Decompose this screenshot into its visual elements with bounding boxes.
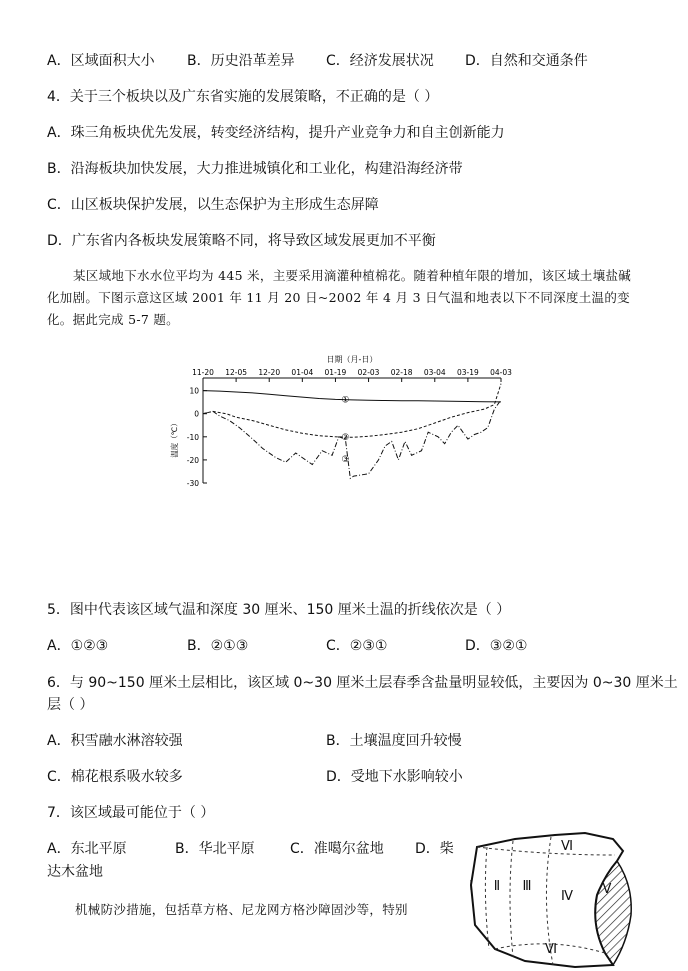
q5-option-a: A．①②③ — [47, 638, 109, 654]
x-tick-label: 11-20 — [192, 368, 214, 377]
q7-option-d-continued: 达木盆地 — [47, 864, 103, 880]
q5-question: 5．图中代表该区域气温和深度 30 厘米、150 厘米土温的折线依次是（ ） — [47, 602, 511, 618]
passage-text: 某区域地下水水位平均为 445 米，主要采用滴灌种植棉花。随着种植年限的增加，该区域土壤盐碱化加剧。下图示意这区域 2001 年 11 月 20 日~2002 年 4 月 3 日气温和地表以下不同深度土温的变化。据此完成 5-7 题。 — [47, 268, 632, 327]
q7-question: 7．该区域最可能位于（ ） — [47, 805, 215, 821]
series-label-1: ① — [341, 395, 350, 406]
region-map — [455, 825, 645, 971]
y-tick-label: 0 — [194, 409, 199, 419]
temperature-chart — [165, 350, 525, 500]
q6-question-line1: 6．与 90~150 厘米土层相比，该区域 0~30 厘米土层春季含盐量明显较低，主要因为 0~30 厘米土 — [47, 675, 678, 691]
q6-question-line2: 层（ ） — [47, 697, 94, 713]
zone-label-3: Ⅲ — [522, 879, 532, 894]
q5-option-d: D．③②① — [465, 638, 528, 654]
q4-option-c: C．山区板块保护发展，以生态保护为主形成生态屏障 — [47, 197, 379, 213]
q6-option-d: D．受地下水影响较小 — [326, 769, 463, 785]
zone-boundary-4 — [477, 847, 615, 855]
zone-boundary-1 — [485, 847, 489, 949]
y-tick-label: -20 — [186, 455, 199, 465]
series-label-2: ② — [341, 432, 350, 443]
y-tick-label: -30 — [186, 479, 199, 488]
q5-option-c: C．②③① — [326, 638, 388, 654]
zone-label-2: Ⅱ — [493, 879, 501, 894]
zone-boundary-2 — [510, 841, 513, 957]
x-tick-label: 02-18 — [390, 368, 413, 377]
y-axis-label: 温度（℃） — [170, 419, 179, 458]
x-tick-label: 01-19 — [324, 368, 347, 377]
zone-label-5: Ⅴ — [602, 882, 612, 897]
zone-label-6-bottom: Ⅵ — [545, 942, 557, 957]
x-tick-label: 02-03 — [357, 368, 380, 377]
hatched-zone — [595, 861, 631, 965]
x-tick-label: 12-20 — [258, 368, 281, 377]
q7-option-c: C．准噶尔盆地 — [290, 841, 384, 857]
x-tick-label: 01-04 — [291, 368, 314, 377]
q4-option-b: B．沿海板块加快发展，大力推进城镇化和工业化，构建沿海经济带 — [47, 161, 463, 177]
q4-option-a: A．珠三角板块优先发展，转变经济结构，提升产业竞争力和自主创新能力 — [47, 125, 505, 141]
q7-option-b: B．华北平原 — [175, 841, 255, 857]
q6-option-b: B．土壤温度回升较慢 — [326, 733, 462, 749]
x-tick-label: 03-04 — [423, 368, 446, 377]
y-tick-label: -10 — [186, 432, 199, 442]
q4-option-d: D．广东省内各板块发展策略不同，将导致区域发展更加不平衡 — [47, 233, 436, 249]
q3-option-b: B．历史沿革差异 — [187, 53, 295, 69]
q4-question: 4．关于三个板块以及广东省实施的发展策略，不正确的是（ ） — [47, 89, 439, 105]
x-tick-label: 03-19 — [456, 368, 479, 377]
q6-option-c: C．棉花根系吸水较多 — [47, 769, 183, 785]
zone-label-6-top: Ⅵ — [561, 839, 573, 854]
x-tick-label: 12-05 — [225, 368, 248, 377]
series-line-1 — [203, 391, 501, 402]
q3-option-d: D．自然和交通条件 — [465, 53, 588, 69]
chart-title: 日期（月-日） — [326, 355, 378, 364]
q7-option-a: A．东北平原 — [47, 841, 127, 857]
q3-option-c: C．经济发展状况 — [326, 53, 434, 69]
next-passage-text: 机械防沙措施，包括草方格、尼龙网方格沙障固沙等，特别 — [75, 902, 408, 917]
series-line-3 — [203, 400, 501, 479]
zone-label-1: Ⅰ — [469, 879, 473, 894]
q3-option-a: A．区域面积大小 — [47, 53, 155, 69]
q6-option-a: A．积雪融水淋溶较强 — [47, 733, 183, 749]
q5-option-b: B．②①③ — [187, 638, 249, 654]
zone-label-4: Ⅳ — [561, 889, 573, 904]
series-label-3: ③ — [341, 454, 350, 465]
series-line-2 — [203, 384, 501, 438]
x-tick-label: 04-03 — [490, 368, 512, 377]
q7-option-d: D．柴 — [415, 841, 454, 857]
y-tick-label: 10 — [189, 386, 199, 396]
